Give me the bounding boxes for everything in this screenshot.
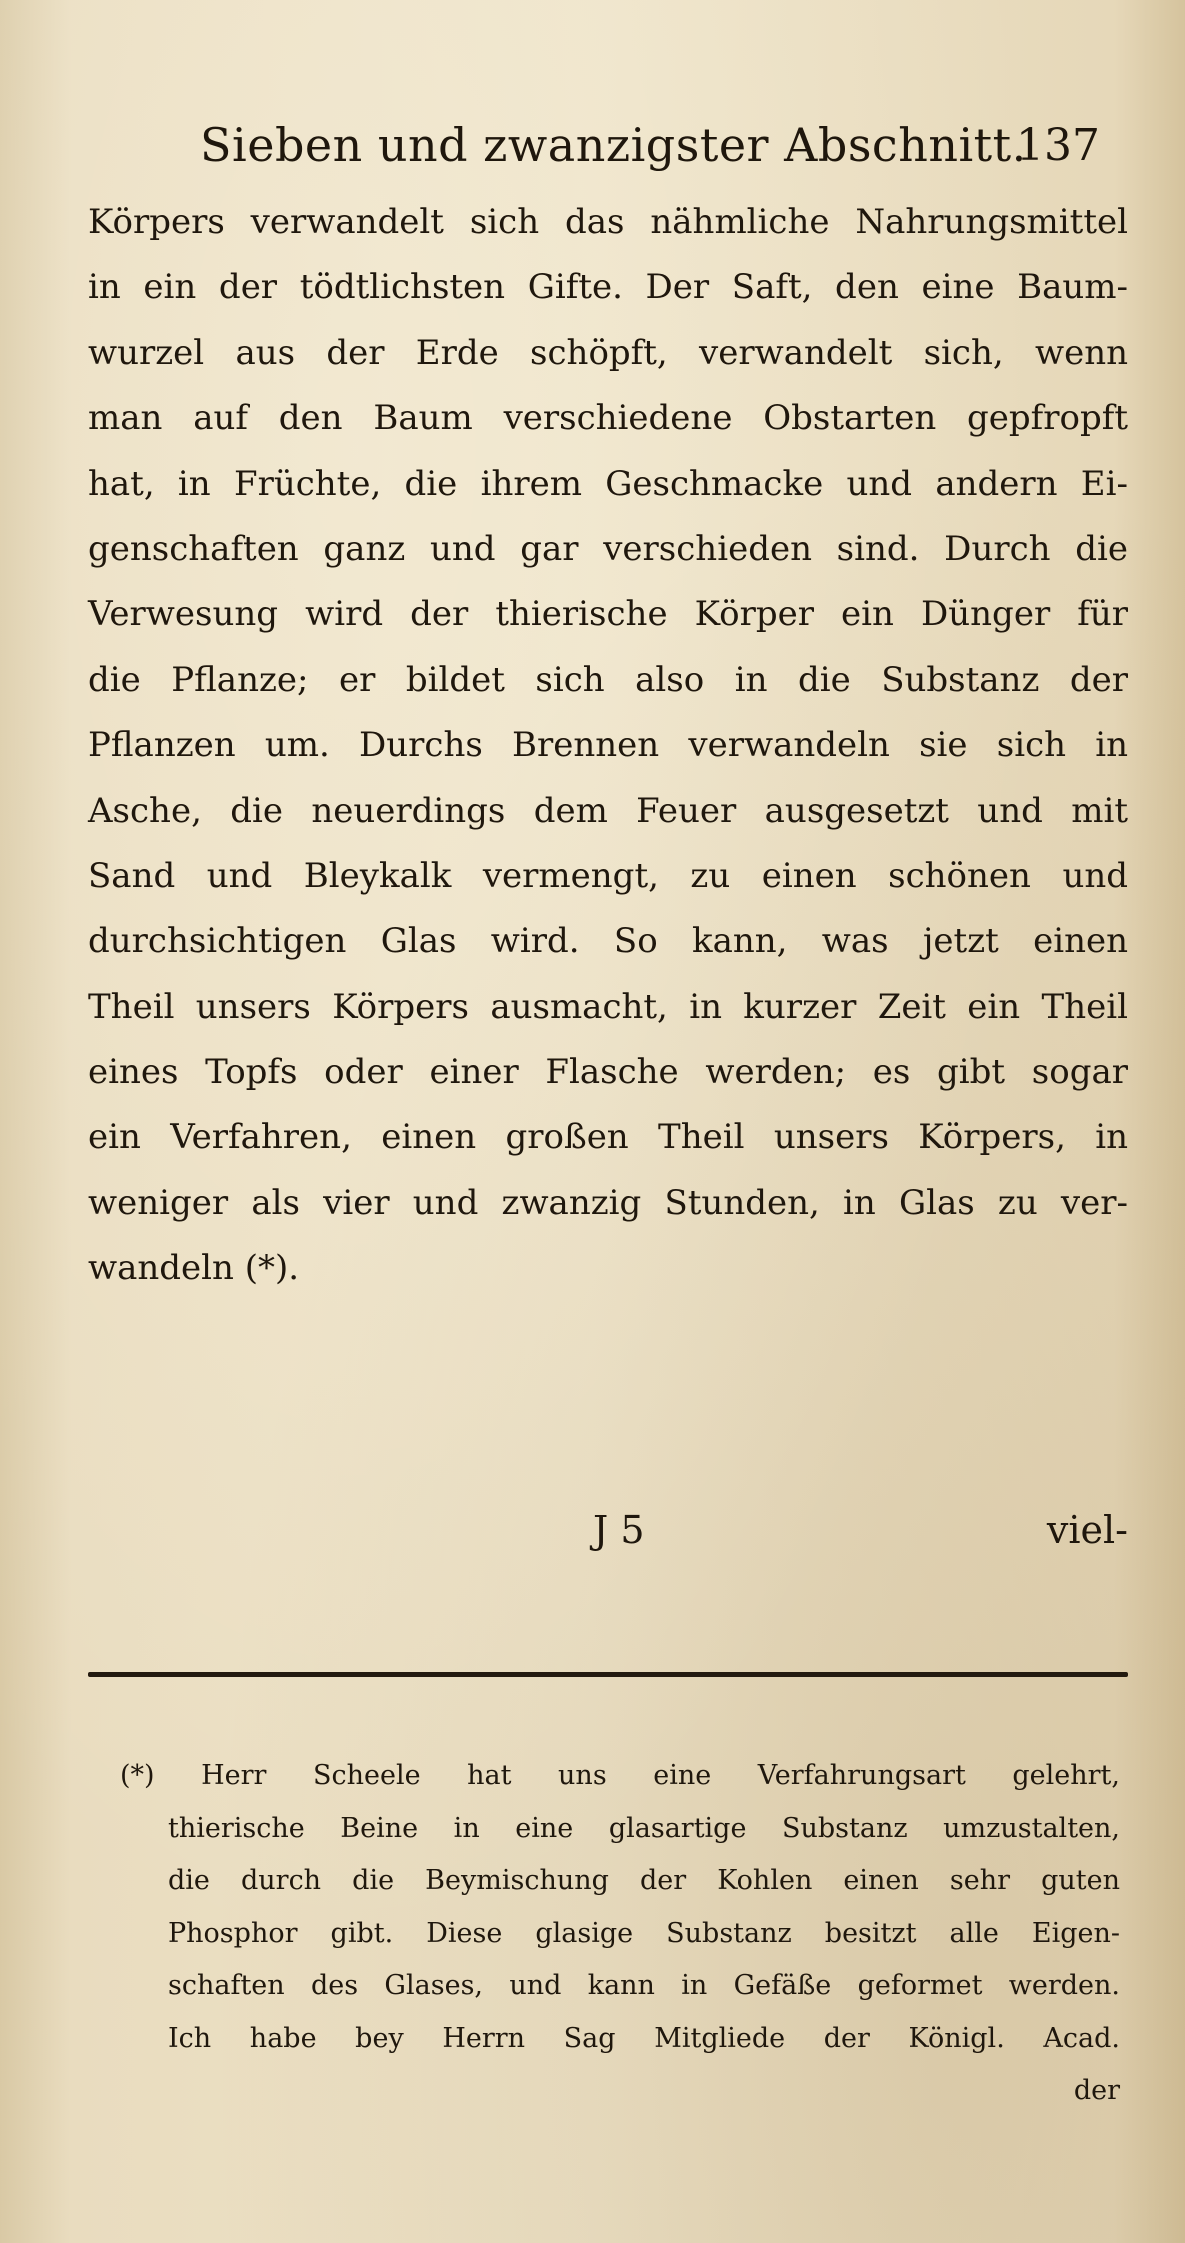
body-line: weniger als vier und zwanzig Stunden, in Glas zu ver- — [88, 1182, 1128, 1223]
body-line: Sand und Bleykalk vermengt, zu einen schönen und — [88, 855, 1128, 896]
body-line: die Pflanze; er bildet sich also in die Substanz der — [88, 659, 1128, 700]
body-line: Theil unsers Körpers ausmacht, in kurzer Zeit ein Theil — [88, 986, 1128, 1027]
catchwords-line — [88, 1508, 1128, 1568]
catchword: viel- — [1046, 1508, 1128, 1552]
body-line: Pflanzen um. Durchs Brennen verwandeln sie sich in — [88, 725, 1128, 766]
body-line: man auf den Baum verschiedene Obstarten gepfropft — [88, 398, 1128, 439]
body-line: wurzel aus der Erde schöpft, verwandelt sich, wenn — [88, 332, 1128, 373]
body-line: in ein der tödtlichsten Gifte. Der Saft, den eine Baum- — [88, 267, 1128, 308]
body-line: wandeln (*). — [88, 1248, 300, 1289]
footnote-catchword: der — [1073, 2075, 1120, 2106]
body-text — [88, 190, 1128, 1302]
body-line: Verwesung wird der thierische Körper ein Dünger für — [88, 594, 1128, 635]
footnote-line: (*) Herr Scheele hat uns eine Verfahrungsart gelehrt, — [120, 1760, 1120, 1791]
body-line: hat, in Früchte, die ihrem Geschmacke und andern Ei- — [88, 463, 1128, 504]
running-head — [200, 118, 1100, 178]
running-title: Sieben und zwanzigster Abschnitt. — [200, 118, 1027, 172]
body-line: durchsichtigen Glas wird. So kann, was jetzt einen — [88, 921, 1128, 962]
footnote — [120, 1750, 1120, 2118]
page-number: 137 — [1016, 120, 1100, 171]
signature-mark: J 5 — [593, 1508, 645, 1552]
footnote-line: Ich habe bey Herrn Sag Mitgliede der Königl. Acad. — [168, 2022, 1120, 2054]
body-line: Asche, die neuerdings dem Feuer ausgesetzt und mit — [88, 790, 1128, 831]
body-line: Körpers verwandelt sich das nähmliche Nahrungsmittel — [88, 202, 1128, 242]
body-line: ein Verfahren, einen großen Theil unsers Körpers, in — [88, 1117, 1128, 1158]
body-line: genschaften ganz und gar verschieden sind. Durch die — [88, 528, 1128, 569]
body-line: eines Topfs oder einer Flasche werden; es gibt sogar — [88, 1052, 1128, 1093]
footnote-line: thierische Beine in eine glasartige Substanz umzustalten, — [168, 1812, 1120, 1844]
footnote-line: schaften des Glases, und kann in Gefäße geformet werden. — [168, 1970, 1120, 2001]
footnote-divider — [88, 1672, 1128, 1677]
footnote-line: die durch die Beymischung der Kohlen einen sehr guten — [168, 1865, 1120, 1896]
footnote-line: Phosphor gibt. Diese glasige Substanz besitzt alle Eigen- — [168, 1917, 1120, 1949]
